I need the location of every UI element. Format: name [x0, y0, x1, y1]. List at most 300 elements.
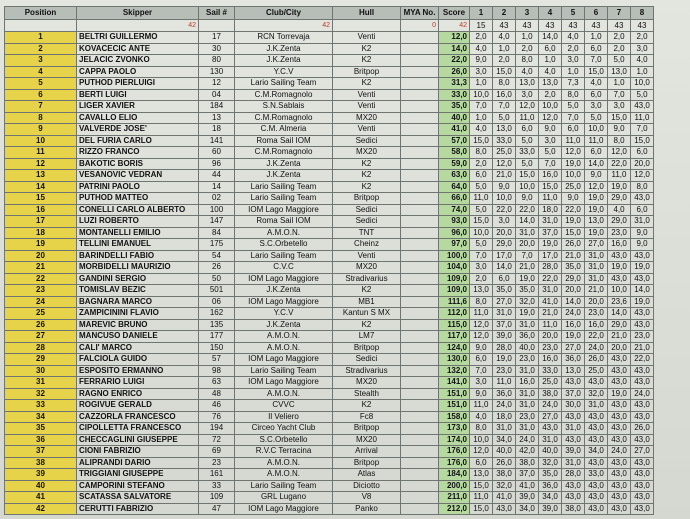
position-cell: 31	[5, 377, 77, 389]
race-6-cell: 25,0	[585, 365, 608, 377]
race-4-cell: 41,0	[539, 296, 562, 308]
race-6-cell: 6,0	[585, 147, 608, 159]
column-header: Club/City	[235, 7, 333, 20]
race-7-cell: 8,0	[608, 135, 631, 147]
sail-number-cell: 02	[199, 193, 235, 205]
score-cell: 40,0	[439, 112, 470, 124]
column-header: 7	[608, 7, 631, 20]
summary-race-6: 43	[585, 20, 608, 32]
race-4-cell: 33,0	[539, 365, 562, 377]
hull-cell: K2	[333, 319, 401, 331]
race-4-cell: 16,0	[539, 170, 562, 182]
skipper-cell: ROGIVUE GERALD	[77, 400, 199, 412]
mya-number-cell	[401, 239, 439, 251]
score-cell: 26,0	[439, 66, 470, 78]
sail-number-cell: 13	[199, 112, 235, 124]
race-1-cell: 7,0	[470, 250, 493, 262]
race-4-cell: 10,0	[539, 101, 562, 113]
race-6-cell: 12,0	[585, 181, 608, 193]
skipper-cell: JELACIC ZVONKO	[77, 55, 199, 67]
race-5-cell: 36,0	[562, 354, 585, 366]
position-cell: 36	[5, 434, 77, 446]
position-cell: 28	[5, 342, 77, 354]
mya-number-cell	[401, 158, 439, 170]
club-cell: A.M.O.N.	[235, 331, 333, 343]
table-row	[5, 411, 654, 423]
table-row	[5, 239, 654, 251]
race-2-cell: 28,0	[493, 342, 516, 354]
skipper-cell: MONTANELLI EMILIO	[77, 227, 199, 239]
mya-number-cell	[401, 227, 439, 239]
skipper-cell: CIPOLLETTA FRANCESCO	[77, 423, 199, 435]
skipper-cell: MORBIDELLI MAURIZIO	[77, 262, 199, 274]
race-8-cell: 43,0	[631, 101, 654, 113]
race-3-cell: 11,0	[516, 112, 539, 124]
table-row	[5, 388, 654, 400]
sail-number-cell: 57	[199, 354, 235, 366]
race-2-cell: 5,0	[493, 112, 516, 124]
race-7-cell: 43,0	[608, 423, 631, 435]
score-cell: 141,0	[439, 377, 470, 389]
position-cell: 37	[5, 446, 77, 458]
sail-number-cell: 130	[199, 66, 235, 78]
race-4-cell: 20,0	[539, 331, 562, 343]
race-6-cell: 3,0	[585, 101, 608, 113]
position-cell: 40	[5, 480, 77, 492]
race-5-cell: 37,0	[562, 388, 585, 400]
race-6-cell: 7,0	[585, 55, 608, 67]
table-row	[5, 89, 654, 101]
hull-cell: Diciotto	[333, 480, 401, 492]
score-cell: 100,0	[439, 250, 470, 262]
score-cell: 184,0	[439, 469, 470, 481]
position-cell: 3	[5, 55, 77, 67]
hull-cell: Fc8	[333, 411, 401, 423]
race-2-cell: 20,0	[493, 227, 516, 239]
race-5-cell: 29,0	[562, 273, 585, 285]
race-2-cell: 40,0	[493, 446, 516, 458]
race-6-cell: 31,0	[585, 250, 608, 262]
skipper-cell: DEL FURIA CARLO	[77, 135, 199, 147]
skipper-cell: TELLINI EMANUEL	[77, 239, 199, 251]
table-row	[5, 124, 654, 136]
race-6-cell: 10,0	[585, 124, 608, 136]
position-cell: 35	[5, 423, 77, 435]
skipper-cell: PATRINI PAOLO	[77, 181, 199, 193]
skipper-cell: VESANOVIC VEDRAN	[77, 170, 199, 182]
race-1-cell: 2,0	[470, 158, 493, 170]
position-cell: 32	[5, 388, 77, 400]
race-8-cell: 19,0	[631, 262, 654, 274]
club-cell: IOM Lago Maggiore	[235, 503, 333, 515]
race-7-cell: 14,0	[608, 308, 631, 320]
race-7-cell: 13,0	[608, 66, 631, 78]
sail-number-cell: 33	[199, 480, 235, 492]
race-7-cell: 43,0	[608, 365, 631, 377]
sail-number-cell: 17	[199, 32, 235, 44]
score-cell: 35,0	[439, 101, 470, 113]
mya-number-cell	[401, 250, 439, 262]
race-8-cell: 14,0	[631, 285, 654, 297]
hull-cell: K2	[333, 181, 401, 193]
column-header: MYA No.	[401, 7, 439, 20]
race-7-cell: 43,0	[608, 354, 631, 366]
race-8-cell: 1,0	[631, 66, 654, 78]
race-5-cell: 19,0	[562, 331, 585, 343]
race-8-cell: 21,0	[631, 342, 654, 354]
club-cell: IOM Lago Maggiore	[235, 377, 333, 389]
race-4-cell: 11,0	[539, 193, 562, 205]
table-row	[5, 170, 654, 182]
position-cell: 4	[5, 66, 77, 78]
club-cell: A.M.O.N.	[235, 227, 333, 239]
race-4-cell: 21,0	[539, 308, 562, 320]
race-1-cell: 8,0	[470, 296, 493, 308]
table-row	[5, 43, 654, 55]
position-cell: 24	[5, 296, 77, 308]
race-7-cell: 43,0	[608, 400, 631, 412]
race-7-cell: 2,0	[608, 43, 631, 55]
sail-number-cell: 12	[199, 78, 235, 90]
column-header: 2	[493, 7, 516, 20]
race-4-cell: 16,0	[539, 354, 562, 366]
race-2-cell: 14,0	[493, 262, 516, 274]
race-3-cell: 3,0	[516, 89, 539, 101]
club-cell: J.K.Zenta	[235, 170, 333, 182]
hull-cell: Sedici	[333, 204, 401, 216]
position-cell: 7	[5, 101, 77, 113]
race-8-cell: 24,0	[631, 388, 654, 400]
table-row	[5, 331, 654, 343]
score-cell: 211,0	[439, 492, 470, 504]
race-5-cell: 6,0	[562, 124, 585, 136]
race-2-cell: 32,0	[493, 480, 516, 492]
race-1-cell: 3,0	[470, 262, 493, 274]
skipper-cell: BARINDELLI FABIO	[77, 250, 199, 262]
race-2-cell: 25,0	[493, 147, 516, 159]
race-1-cell: 2,0	[470, 32, 493, 44]
mya-number-cell	[401, 296, 439, 308]
race-2-cell: 6,0	[493, 273, 516, 285]
race-5-cell: 14,0	[562, 296, 585, 308]
club-cell: IOM Lago Maggiore	[235, 273, 333, 285]
race-3-cell: 31,0	[516, 319, 539, 331]
race-6-cell: 43,0	[585, 411, 608, 423]
skipper-cell: ALIPRANDI DARIO	[77, 457, 199, 469]
sail-number-cell: 141	[199, 135, 235, 147]
race-2-cell: 27,0	[493, 296, 516, 308]
mya-number-cell	[401, 423, 439, 435]
race-6-cell: 31,0	[585, 400, 608, 412]
race-3-cell: 5,0	[516, 158, 539, 170]
score-cell: 63,0	[439, 170, 470, 182]
club-cell: S.N.Sablais	[235, 101, 333, 113]
race-3-cell: 40,0	[516, 342, 539, 354]
column-header: Hull	[333, 7, 401, 20]
club-cell: Lario Sailing Team	[235, 250, 333, 262]
column-header: Skipper	[77, 7, 199, 20]
mya-number-cell	[401, 446, 439, 458]
race-8-cell: 26,0	[631, 423, 654, 435]
hull-cell: MB1	[333, 296, 401, 308]
race-7-cell: 43,0	[608, 434, 631, 446]
race-4-cell: 2,0	[539, 89, 562, 101]
race-7-cell: 10,0	[608, 285, 631, 297]
column-header: Position	[5, 7, 77, 20]
score-cell: 200,0	[439, 480, 470, 492]
sail-number-cell: 184	[199, 101, 235, 113]
race-7-cell: 43,0	[608, 457, 631, 469]
race-8-cell: 12,0	[631, 170, 654, 182]
mya-number-cell	[401, 193, 439, 205]
position-cell: 6	[5, 89, 77, 101]
race-3-cell: 23,0	[516, 411, 539, 423]
race-4-cell: 12,0	[539, 112, 562, 124]
club-cell: Roma Sail IOM	[235, 135, 333, 147]
race-4-cell: 13,0	[539, 78, 562, 90]
race-2-cell: 34,0	[493, 434, 516, 446]
race-5-cell: 2,0	[562, 43, 585, 55]
race-7-cell: 43,0	[608, 250, 631, 262]
race-7-cell: 20,0	[608, 342, 631, 354]
race-7-cell: 24,0	[608, 446, 631, 458]
race-4-cell: 17,0	[539, 250, 562, 262]
position-cell: 20	[5, 250, 77, 262]
race-1-cell: 11,0	[470, 492, 493, 504]
skipper-cell: ESPOSITO ERMANNO	[77, 365, 199, 377]
race-8-cell: 19,0	[631, 296, 654, 308]
race-1-cell: 6,0	[470, 170, 493, 182]
sail-number-cell: 69	[199, 446, 235, 458]
position-cell: 25	[5, 308, 77, 320]
summary-race-3: 43	[516, 20, 539, 32]
sail-number-cell: 06	[199, 296, 235, 308]
summary-score-marker: 42	[439, 20, 470, 32]
sail-number-cell: 30	[199, 43, 235, 55]
race-1-cell: 12,0	[470, 331, 493, 343]
race-8-cell: 43,0	[631, 308, 654, 320]
race-2-cell: 21,0	[493, 170, 516, 182]
table-row	[5, 400, 654, 412]
race-2-cell: 37,0	[493, 319, 516, 331]
header-row	[5, 7, 654, 20]
race-8-cell: 22,0	[631, 354, 654, 366]
skipper-cell: MANCUSO DANIELE	[77, 331, 199, 343]
skipper-cell: FERRARIO LUIGI	[77, 377, 199, 389]
table-row	[5, 365, 654, 377]
mya-number-cell	[401, 285, 439, 297]
race-4-cell: 19,0	[539, 239, 562, 251]
skipper-cell: GANDINI SERGIO	[77, 273, 199, 285]
race-5-cell: 19,0	[562, 216, 585, 228]
race-8-cell: 6,0	[631, 204, 654, 216]
race-1-cell: 10,0	[470, 89, 493, 101]
race-2-cell: 36,0	[493, 388, 516, 400]
hull-cell: V8	[333, 492, 401, 504]
race-8-cell: 43,0	[631, 319, 654, 331]
hull-cell: MX20	[333, 112, 401, 124]
sail-number-cell: 18	[199, 124, 235, 136]
race-2-cell: 31,0	[493, 308, 516, 320]
mya-number-cell	[401, 388, 439, 400]
race-7-cell: 7,0	[608, 89, 631, 101]
score-cell: 212,0	[439, 503, 470, 515]
club-cell: Y.C.V	[235, 308, 333, 320]
race-7-cell: 12,0	[608, 147, 631, 159]
mya-number-cell	[401, 66, 439, 78]
race-3-cell: 42,0	[516, 446, 539, 458]
race-2-cell: 24,0	[493, 400, 516, 412]
hull-cell: Venti	[333, 250, 401, 262]
hull-cell: Britpop	[333, 66, 401, 78]
race-7-cell: 43,0	[608, 492, 631, 504]
race-8-cell: 4,0	[631, 55, 654, 67]
sail-number-cell: 54	[199, 250, 235, 262]
score-cell: 109,0	[439, 285, 470, 297]
score-cell: 151,0	[439, 388, 470, 400]
race-2-cell: 35,0	[493, 285, 516, 297]
race-2-cell: 8,0	[493, 78, 516, 90]
club-cell: J.K.Zenta	[235, 158, 333, 170]
race-1-cell: 8,0	[470, 423, 493, 435]
race-4-cell: 6,0	[539, 43, 562, 55]
race-6-cell: 43,0	[585, 503, 608, 515]
club-cell: A.M.O.N.	[235, 457, 333, 469]
race-6-cell: 22,0	[585, 331, 608, 343]
race-5-cell: 35,0	[562, 262, 585, 274]
race-1-cell: 5,0	[470, 181, 493, 193]
race-6-cell: 13,0	[585, 216, 608, 228]
race-1-cell: 15,0	[470, 503, 493, 515]
sail-number-cell: 194	[199, 423, 235, 435]
score-cell: 93,0	[439, 216, 470, 228]
position-cell: 2	[5, 43, 77, 55]
race-2-cell: 39,0	[493, 331, 516, 343]
race-5-cell: 24,0	[562, 308, 585, 320]
mya-number-cell	[401, 147, 439, 159]
race-4-cell: 15,0	[539, 181, 562, 193]
race-4-cell: 14,0	[539, 32, 562, 44]
race-3-cell: 31,0	[516, 388, 539, 400]
race-5-cell: 13,0	[562, 365, 585, 377]
race-1-cell: 10,0	[470, 434, 493, 446]
race-1-cell: 15,0	[470, 216, 493, 228]
race-6-cell: 32,0	[585, 388, 608, 400]
club-cell: RCN Torrevaja	[235, 32, 333, 44]
mya-number-cell	[401, 101, 439, 113]
column-header: 6	[585, 7, 608, 20]
hull-cell: MX20	[333, 262, 401, 274]
score-cell: 96,0	[439, 227, 470, 239]
race-2-cell: 41,0	[493, 492, 516, 504]
race-3-cell: 16,0	[516, 377, 539, 389]
race-8-cell: 43,0	[631, 480, 654, 492]
race-2-cell: 15,0	[493, 66, 516, 78]
skipper-cell: TOMISLAV BEZIC	[77, 285, 199, 297]
skipper-cell: BERTI LUIGI	[77, 89, 199, 101]
race-5-cell: 22,0	[562, 204, 585, 216]
results-table	[4, 6, 654, 515]
sail-number-cell: 46	[199, 400, 235, 412]
position-cell: 9	[5, 124, 77, 136]
race-4-cell: 5,0	[539, 147, 562, 159]
race-4-cell: 22,0	[539, 273, 562, 285]
hull-cell: Stradivarius	[333, 273, 401, 285]
race-5-cell: 43,0	[562, 377, 585, 389]
race-3-cell: 32,0	[516, 296, 539, 308]
score-cell: 74,0	[439, 204, 470, 216]
score-cell: 97,0	[439, 239, 470, 251]
race-5-cell: 31,0	[562, 457, 585, 469]
race-1-cell: 12,0	[470, 319, 493, 331]
race-3-cell: 20,0	[516, 239, 539, 251]
column-header: Score	[439, 7, 470, 20]
race-7-cell: 19,0	[608, 388, 631, 400]
club-cell: J.K.Zenta	[235, 55, 333, 67]
mya-number-cell	[401, 331, 439, 343]
race-4-cell: 23,0	[539, 342, 562, 354]
score-cell: 151,0	[439, 400, 470, 412]
race-5-cell: 15,0	[562, 227, 585, 239]
club-cell: A.M.O.N.	[235, 342, 333, 354]
skipper-cell: VALVERDE JOSE'	[77, 124, 199, 136]
mya-number-cell	[401, 457, 439, 469]
position-cell: 26	[5, 319, 77, 331]
race-8-cell: 15,0	[631, 135, 654, 147]
mya-number-cell	[401, 480, 439, 492]
hull-cell: Venti	[333, 101, 401, 113]
club-cell: J.K.Zenta	[235, 285, 333, 297]
club-cell: Il Veliero	[235, 411, 333, 423]
table-row	[5, 492, 654, 504]
club-cell: IOM Lago Maggiore	[235, 296, 333, 308]
mya-number-cell	[401, 170, 439, 182]
score-cell: 111,6	[439, 296, 470, 308]
race-2-cell: 29,0	[493, 239, 516, 251]
race-3-cell: 31,0	[516, 227, 539, 239]
table-row	[5, 273, 654, 285]
summary-race-2: 43	[493, 20, 516, 32]
club-cell: CVVC	[235, 400, 333, 412]
race-7-cell: 43,0	[608, 377, 631, 389]
race-2-cell: 3,0	[493, 216, 516, 228]
hull-cell: K2	[333, 400, 401, 412]
race-3-cell: 19,0	[516, 308, 539, 320]
race-1-cell: 8,0	[470, 147, 493, 159]
table-row	[5, 101, 654, 113]
race-6-cell: 19,0	[585, 227, 608, 239]
sail-number-cell: 44	[199, 170, 235, 182]
race-3-cell: 8,0	[516, 55, 539, 67]
race-6-cell: 21,0	[585, 285, 608, 297]
skipper-cell: PUTHOD PIERLUIGI	[77, 78, 199, 90]
race-4-cell: 36,0	[539, 480, 562, 492]
column-header: Sail #	[199, 7, 235, 20]
race-3-cell: 15,0	[516, 170, 539, 182]
race-4-cell: 38,0	[539, 388, 562, 400]
race-5-cell: 25,0	[562, 181, 585, 193]
race-5-cell: 16,0	[562, 319, 585, 331]
race-8-cell: 6,0	[631, 147, 654, 159]
score-cell: 109,0	[439, 273, 470, 285]
summary-race-4: 43	[539, 20, 562, 32]
column-header: 1	[470, 7, 493, 20]
race-7-cell: 29,0	[608, 319, 631, 331]
race-7-cell: 43,0	[608, 469, 631, 481]
race-7-cell: 23,6	[608, 296, 631, 308]
mya-number-cell	[401, 377, 439, 389]
summary-skipper-marker: 42	[77, 20, 199, 32]
